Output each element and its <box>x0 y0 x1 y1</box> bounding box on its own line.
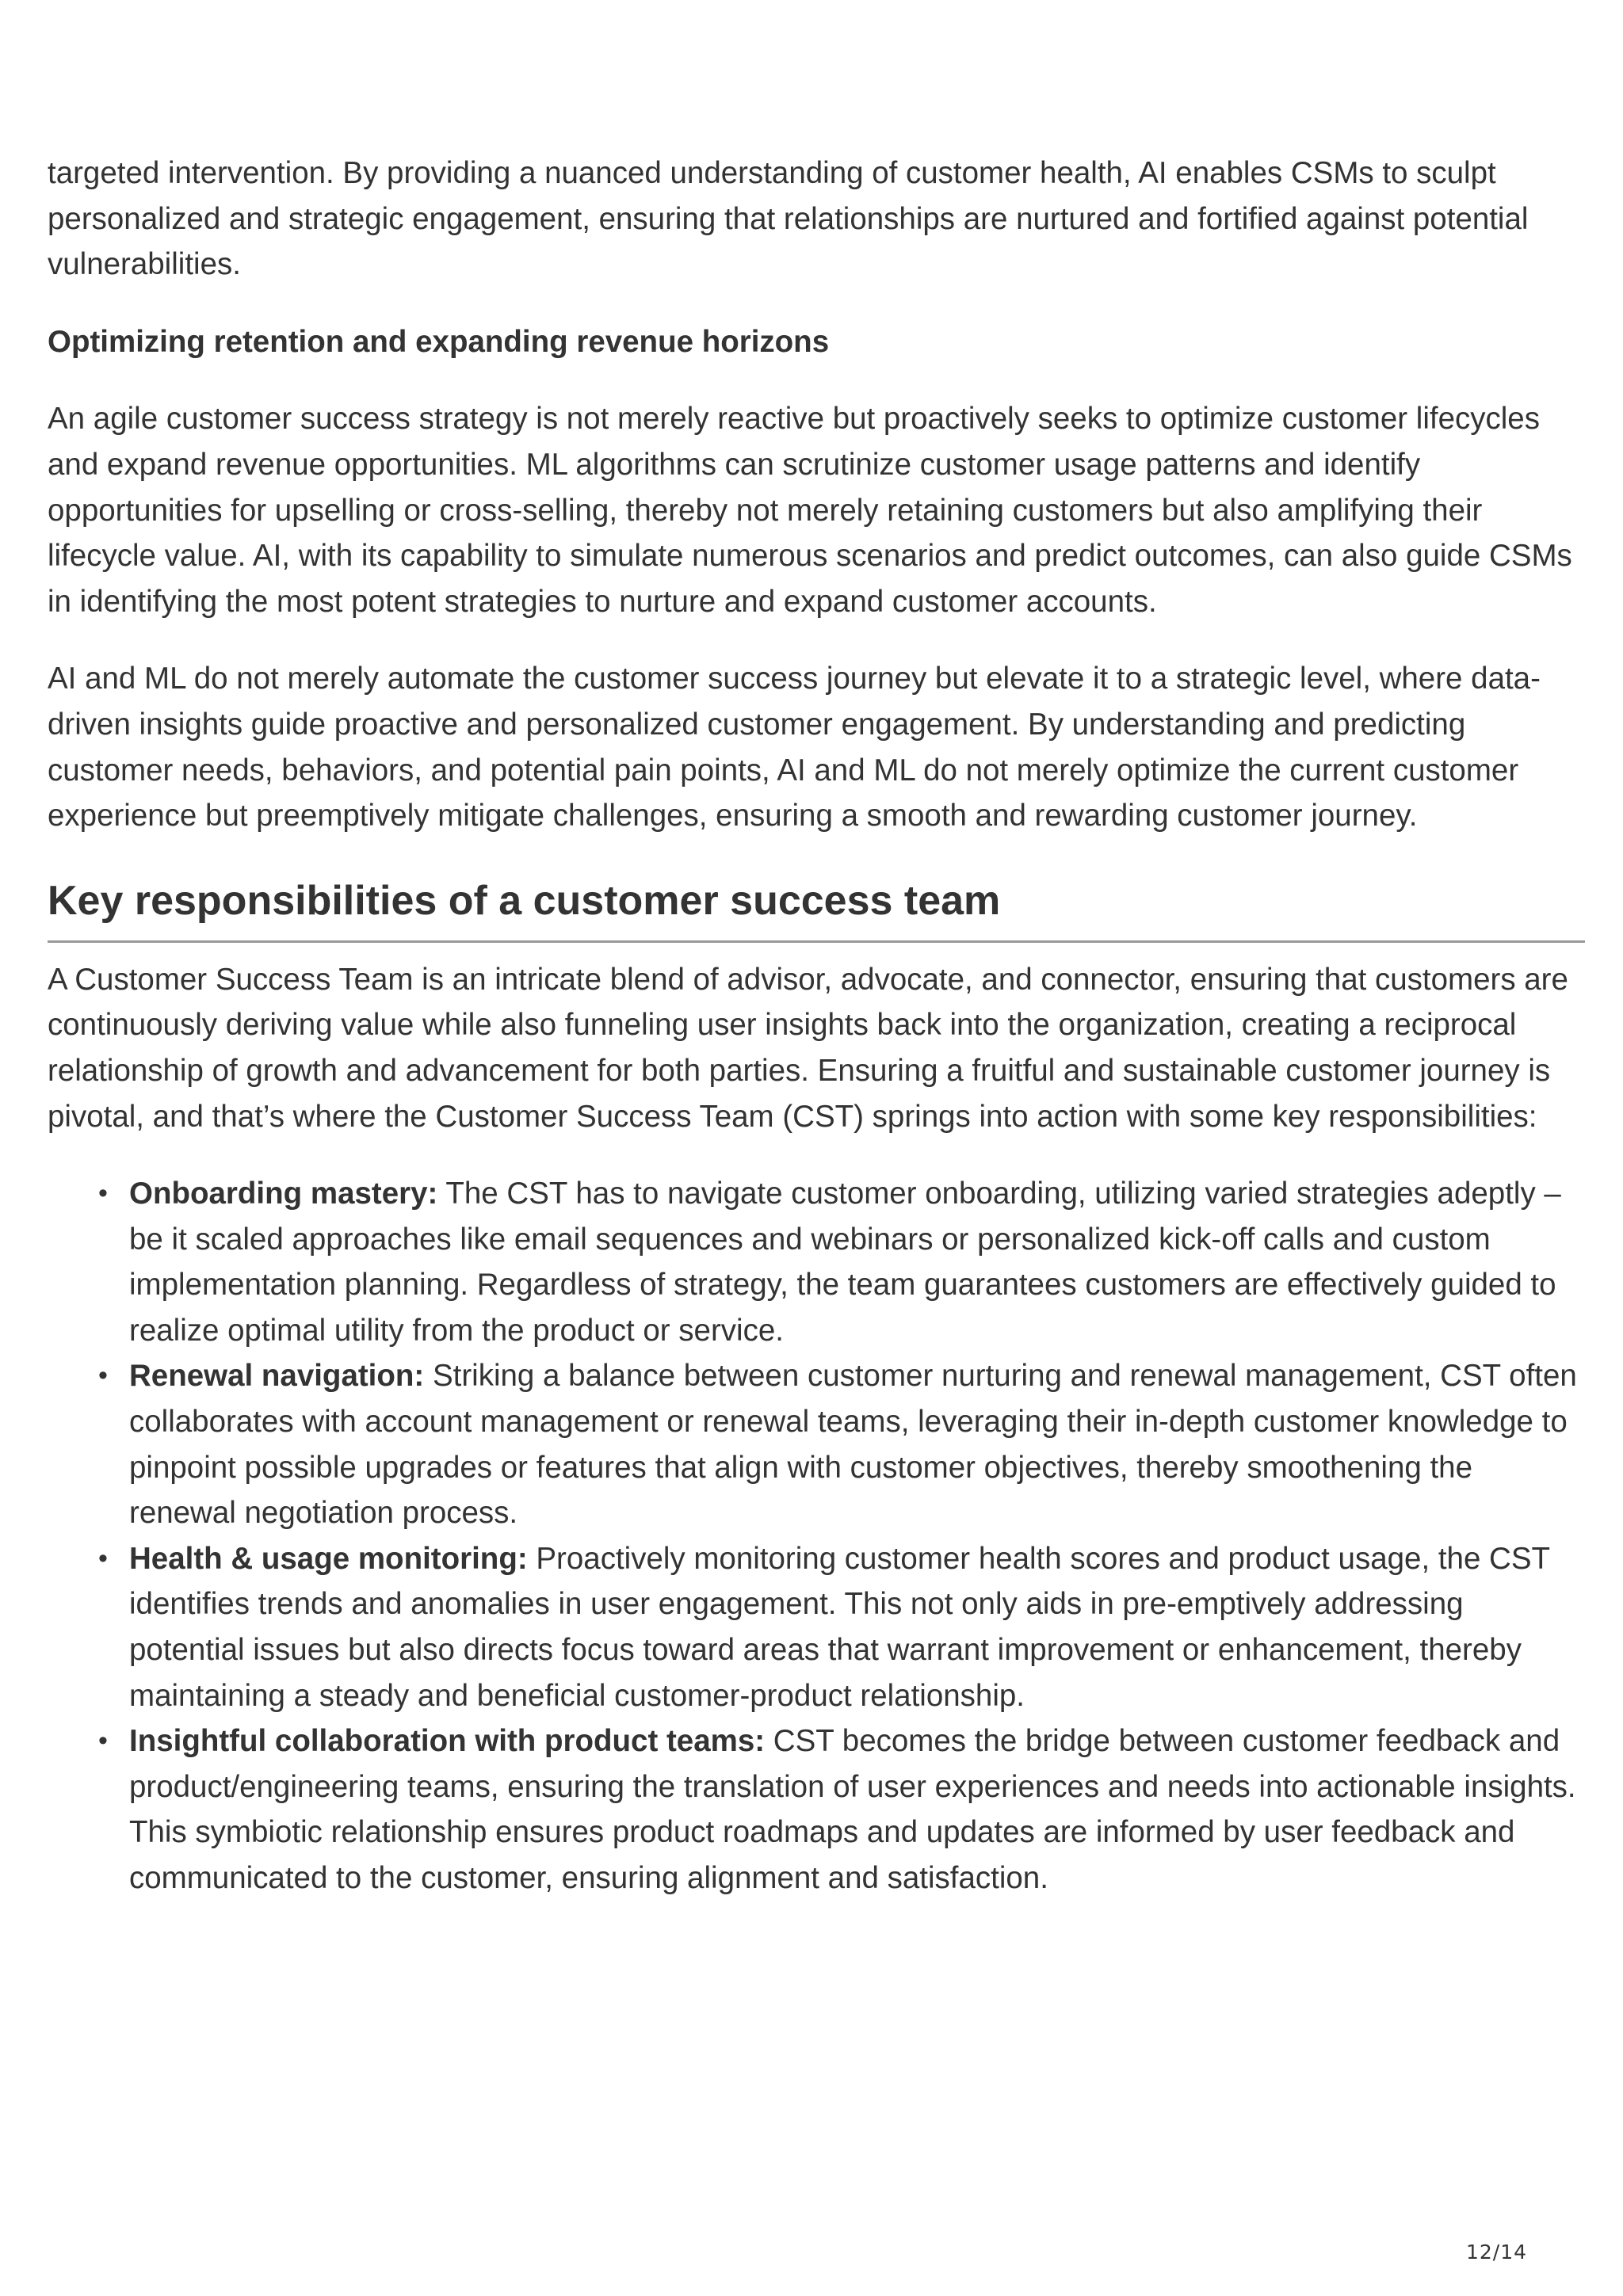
section-intro-paragraph: A Customer Success Team is an intricate blend of advisor, advocate, and connector, ensuring that customers are continuously deriving value while also funneling user insights back into the organization, creating a reciprocal relationship of growth and advancement for both parties. Ensuring a fruitful and sustainable customer journey is pivotal, and that’s where the Customer Success Team (CST) springs into action with some key responsibilities: <box>48 962 1568 1134</box>
list-item-text: CST becomes the bridge between customer feedback and product/engineering teams, ensuring the translation of user experiences and needs into actionable insights. This symbiotic relationship ensures product roadmaps and updates are informed by user feedback and communicated to the customer, ensuring alignment and satisfaction. <box>129 1724 1576 1895</box>
body-paragraph-2: AI and ML do not merely automate the customer success journey but elevate it to a strategic level, where data-driven insights guide proactive and personalized customer engagement. By understanding and predicting customer needs, behaviors, and potential pain points, AI and ML do not merely optimize the current customer experience but preemptively mitigate challenges, ensuring a smooth and rewarding customer journey. <box>48 662 1541 833</box>
subsection-heading: Optimizing retention and expanding revenue horizons <box>48 324 830 359</box>
document-page <box>48 151 1585 1901</box>
page-number: 12/14 <box>1466 2241 1528 2264</box>
bullet-icon: • <box>98 1178 108 1209</box>
list-item <box>98 1353 1585 1535</box>
responsibilities-list <box>48 1171 1585 1901</box>
intro-paragraph: targeted intervention. By providing a nuanced understanding of customer health, AI enables CSMs to sculpt personalized and strategic engagement, ensuring that relationships are nurtured and fortified against potential vulnerabilities. <box>48 156 1529 282</box>
list-item-term: Renewal navigation: <box>129 1359 425 1394</box>
bullet-icon: • <box>98 1360 108 1391</box>
bullet-icon: • <box>98 1543 108 1573</box>
list-item <box>98 1718 1585 1901</box>
list-item-text: Striking a balance between customer nurturing and renewal management, CST often collaborates with account management or renewal teams, leveraging their in-depth customer knowledge to pinpoint possible upgrades or features that align with customer objectives, thereby smoothening the renewal negotiation process. <box>129 1359 1577 1531</box>
list-item-term: Insightful collaboration with product teams: <box>129 1724 766 1759</box>
list-item <box>98 1536 1585 1718</box>
list-item-text: The CST has to navigate customer onboarding, utilizing varied strategies adeptly – be it scaled approaches like email sequences and webinars or personalized kick-off calls and custom implementation planning. Regardless of strategy, the team guarantees customers are effectively guided to realize optimal utility from the product or service. <box>129 1177 1561 1348</box>
list-item-text: Proactively monitoring customer health scores and product usage, the CST identifies trends and anomalies in user engagement. This not only aids in pre-emptively addressing potential issues but also directs focus toward areas that warrant improvement or enhancement, thereby maintaining a steady and beneficial customer-product relationship. <box>129 1541 1550 1713</box>
list-item-term: Health & usage monitoring: <box>129 1541 528 1576</box>
bullet-icon: • <box>98 1726 108 1756</box>
list-item-term: Onboarding mastery: <box>129 1177 438 1211</box>
list-item <box>98 1171 1585 1353</box>
body-paragraph-1: An agile customer success strategy is not merely reactive but proactively seeks to optimize customer lifecycles and expand revenue opportunities. ML algorithms can scrutinize customer usage patterns and identify opportunities for upselling or cross-selling, thereby not merely retaining customers but also amplifying their lifecycle value. AI, with its capability to simulate numerous scenarios and predict outcomes, can also guide CSMs in identifying the most potent strategies to nurture and expand customer accounts. <box>48 402 1572 619</box>
section-title: Key responsibilities of a customer success team <box>48 871 1585 943</box>
